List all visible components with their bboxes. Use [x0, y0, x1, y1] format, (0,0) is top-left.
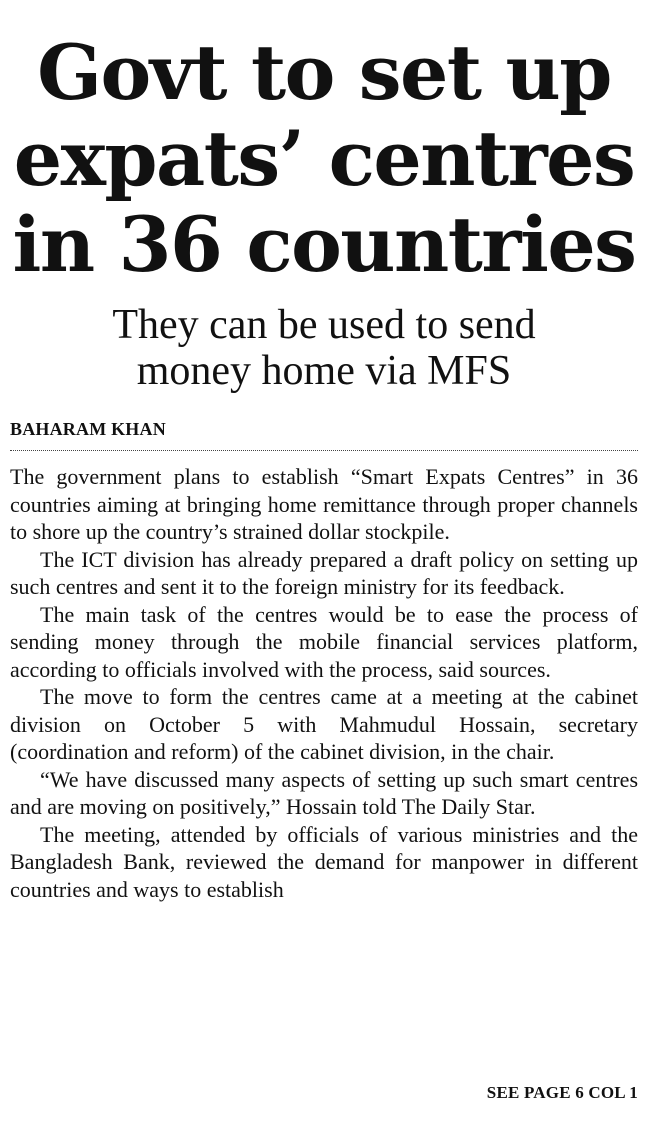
body-paragraph: The move to form the centres came at a meeting at the cabinet division on October 5 with Mahmudul Hossain, secretary (coordination and reform) of the cabinet division, in the chair.	[10, 684, 638, 764]
headline	[10, 30, 638, 288]
headline-line: expats’ centres	[13, 114, 635, 203]
continued-jump-line: SEE PAGE 6 COL 1	[486, 1083, 638, 1102]
headline-line: in 36 countries	[12, 200, 636, 289]
headline-line: Govt to set up	[37, 28, 611, 117]
body-paragraph: The ICT division has already prepared a draft policy on setting up such centres and sent it to the foreign ministry for its feedback.	[10, 546, 638, 599]
subheadline-line: money home via MFS	[136, 348, 512, 394]
article-body	[10, 463, 638, 903]
byline: BAHARAM KHAN	[10, 419, 166, 439]
subheadline-line: They can be used to send	[112, 302, 536, 348]
article	[10, 30, 638, 903]
body-paragraph: “We have discussed many aspects of setting up such smart centres and are moving on positively,” Hossain told The Daily Star.	[10, 766, 638, 819]
body-paragraph: The government plans to establish “Smart Expats Centres” in 36 countries aiming at bringing home remittance through proper channels to shore up the country’s strained dollar stockpile.	[10, 464, 638, 544]
subheadline	[10, 302, 638, 394]
body-paragraph: The main task of the centres would be to ease the process of sending money through the mobile financial services platform, according to officials involved with the process, said sources.	[10, 601, 638, 682]
body-paragraph: The meeting, attended by officials of various ministries and the Bangladesh Bank, reviewed the demand for manpower in different countries and ways to establish	[10, 821, 638, 902]
dotted-divider	[10, 450, 638, 451]
